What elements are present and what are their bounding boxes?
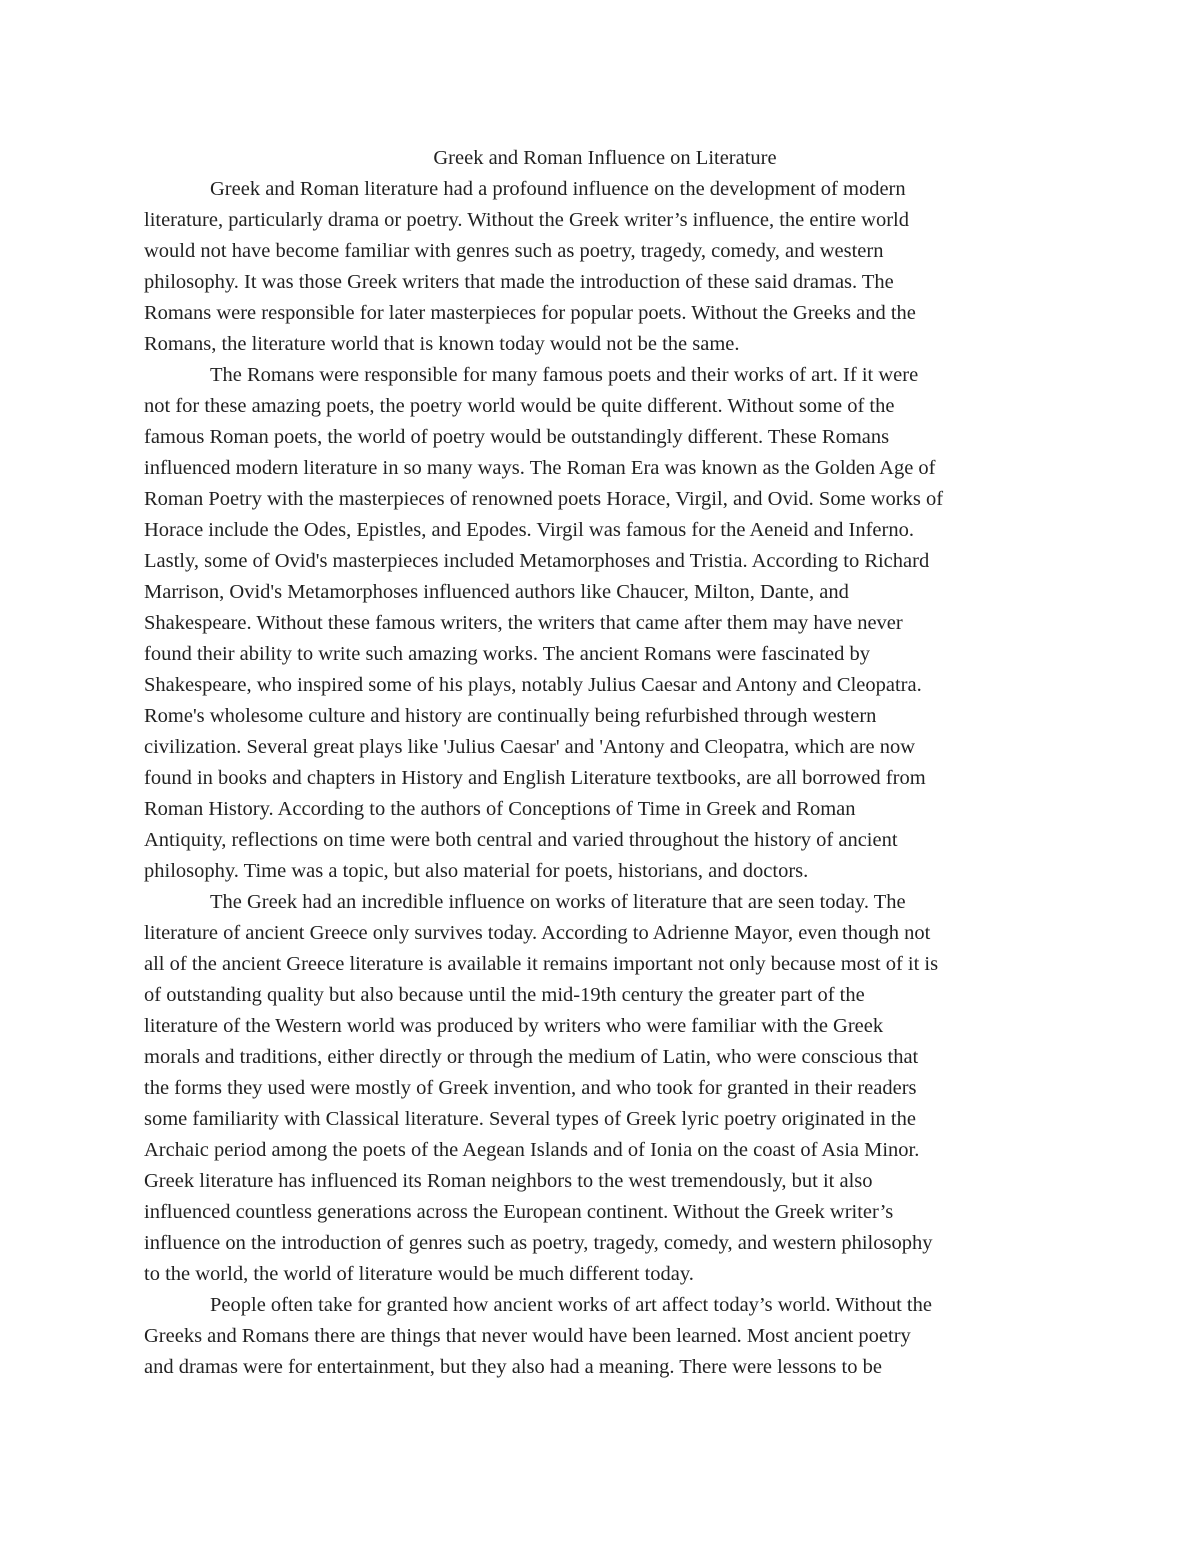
text-line: Romans, the literature world that is known today would not be the same. xyxy=(144,333,740,355)
text-line: Shakespeare. Without these famous writers, the writers that came after them may have never xyxy=(144,612,903,634)
text-line: Antiquity, reflections on time were both central and varied throughout the history of ancient xyxy=(144,829,898,851)
text-line: Rome's wholesome culture and history are continually being refurbished through western xyxy=(144,705,877,727)
text-line: Shakespeare, who inspired some of his plays, notably Julius Caesar and Antony and Cleopatra. xyxy=(144,674,922,696)
text-line: Marrison, Ovid's Metamorphoses influenced authors like Chaucer, Milton, Dante, and xyxy=(144,581,849,603)
text-line: The Romans were responsible for many famous poets and their works of art. If it were xyxy=(210,364,919,386)
text-line: People often take for granted how ancient works of art affect today’s world. Without the xyxy=(210,1294,932,1316)
text-line: would not have become familiar with genres such as poetry, tragedy, comedy, and western xyxy=(144,240,884,262)
text-line: found in books and chapters in History and English Literature textbooks, are all borrowed from xyxy=(144,767,926,789)
text-line: Horace include the Odes, Epistles, and Epodes. Virgil was famous for the Aeneid and Inferno. xyxy=(144,519,914,541)
text-line: influenced modern literature in so many ways. The Roman Era was known as the Golden Age of xyxy=(144,457,936,479)
text-line: Roman History. According to the authors of Conceptions of Time in Greek and Roman xyxy=(144,798,856,820)
document-body xyxy=(144,143,1066,1383)
text-line: civilization. Several great plays like 'Julius Caesar' and 'Antony and Cleopatra, which are now xyxy=(144,736,916,758)
text-line: of outstanding quality but also because until the mid-19th century the greater part of the xyxy=(144,984,865,1006)
text-line: famous Roman poets, the world of poetry would be outstandingly different. These Romans xyxy=(144,426,890,448)
text-line: Lastly, some of Ovid's masterpieces included Metamorphoses and Tristia. According to Richard xyxy=(144,550,930,572)
paragraph xyxy=(144,360,1066,887)
text-line: literature of the Western world was produced by writers who were familiar with the Greek xyxy=(144,1015,884,1037)
text-line: all of the ancient Greece literature is available it remains important not only because most of it is xyxy=(144,953,939,975)
text-line: philosophy. Time was a topic, but also material for poets, historians, and doctors. xyxy=(144,860,809,882)
paragraph xyxy=(144,174,1066,360)
text-line: some familiarity with Classical literature. Several types of Greek lyric poetry originated in the xyxy=(144,1108,916,1130)
text-line: and dramas were for entertainment, but they also had a meaning. There were lessons to be xyxy=(144,1356,882,1378)
text-line: Roman Poetry with the masterpieces of renowned poets Horace, Virgil, and Ovid. Some works of xyxy=(144,488,944,510)
text-line: Romans were responsible for later masterpieces for popular poets. Without the Greeks and the xyxy=(144,302,916,324)
text-line: influenced countless generations across the European continent. Without the Greek writer’s xyxy=(144,1201,894,1223)
paragraph xyxy=(144,887,1066,1290)
text-line: The Greek had an incredible influence on works of literature that are seen today. The xyxy=(210,891,906,913)
text-line: literature, particularly drama or poetry. Without the Greek writer’s influence, the entire world xyxy=(144,209,909,231)
text-line: Greek and Roman literature had a profound influence on the development of modern xyxy=(210,178,906,200)
text-line: philosophy. It was those Greek writers that made the introduction of these said dramas. The xyxy=(144,271,894,293)
text-line: found their ability to write such amazing works. The ancient Romans were fascinated by xyxy=(144,643,871,665)
paragraph-list xyxy=(144,174,1066,1383)
document-title: Greek and Roman Influence on Literature xyxy=(433,147,777,169)
text-line: not for these amazing poets, the poetry world would be quite different. Without some of the xyxy=(144,395,895,417)
text-line: morals and traditions, either directly or through the medium of Latin, who were conscious that xyxy=(144,1046,919,1068)
text-line: Greeks and Romans there are things that never would have been learned. Most ancient poetry xyxy=(144,1325,911,1347)
text-line: literature of ancient Greece only survives today. According to Adrienne Mayor, even though not xyxy=(144,922,931,944)
paragraph xyxy=(144,1290,1066,1383)
text-line: Archaic period among the poets of the Aegean Islands and of Ionia on the coast of Asia Minor. xyxy=(144,1139,920,1161)
text-line: Greek literature has influenced its Roman neighbors to the west tremendously, but it also xyxy=(144,1170,873,1192)
text-line: the forms they used were mostly of Greek invention, and who took for granted in their readers xyxy=(144,1077,917,1099)
text-line: to the world, the world of literature would be much different today. xyxy=(144,1263,694,1285)
text-line: influence on the introduction of genres such as poetry, tragedy, comedy, and western philosophy xyxy=(144,1232,933,1254)
